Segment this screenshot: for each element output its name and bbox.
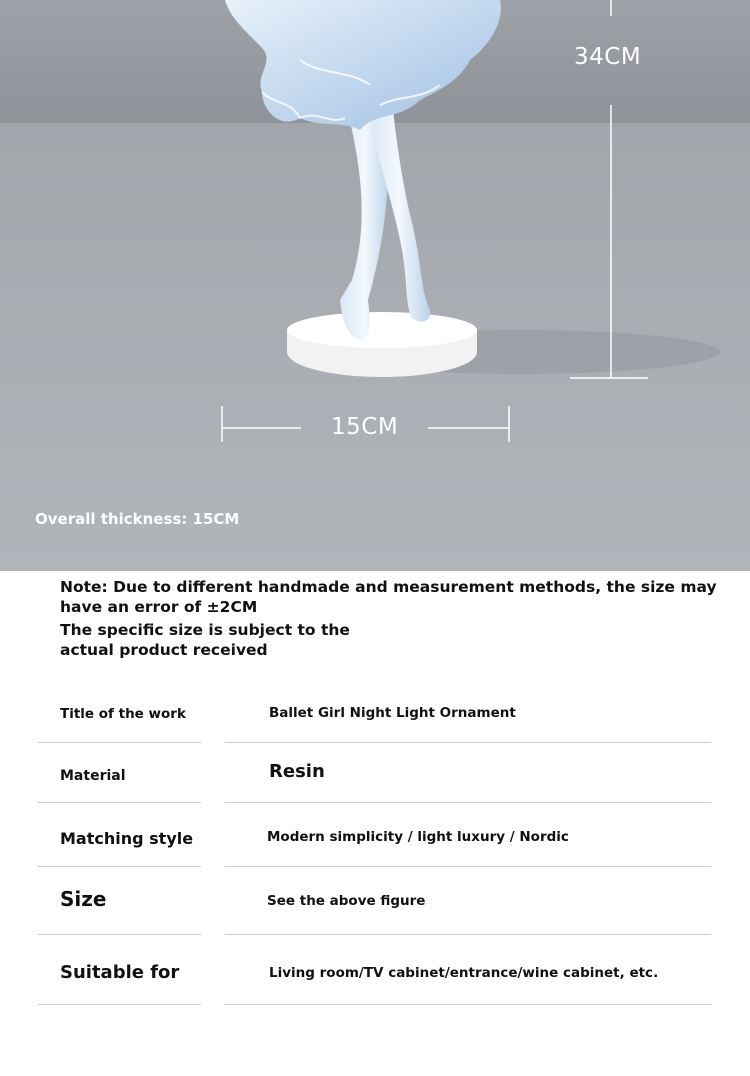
thickness-caption: Overall thickness: 15CM (35, 510, 240, 528)
base-top (287, 312, 477, 348)
size-note-actual: The specific size is subject to the actual product received (60, 621, 350, 659)
spec-divider (225, 802, 711, 803)
spec-divider (38, 1004, 201, 1005)
spec-divider (225, 742, 711, 743)
spec-label-title: Title of the work (60, 706, 186, 722)
spec-value-style: Modern simplicity / light luxury / Nordic (267, 829, 569, 845)
spec-label-material: Material (60, 768, 126, 784)
spec-divider (38, 866, 201, 867)
spec-value-material: Resin (269, 761, 325, 782)
spec-divider (38, 742, 201, 743)
skirt (225, 0, 501, 130)
size-note-tolerance: Note: Due to different handmade and measurement methods, the size may have an error of ±2CM (60, 578, 717, 616)
spec-value-suitable: Living room/TV cabinet/entrance/wine cabinet, etc. (269, 965, 659, 981)
spec-divider (38, 802, 201, 803)
spec-value-size: See the above figure (267, 893, 426, 909)
spec-divider (225, 866, 711, 867)
spec-divider (38, 934, 201, 935)
spec-label-suitable: Suitable for (60, 962, 180, 983)
spec-label-style: Matching style (60, 829, 194, 848)
height-dimension-label: 34CM (574, 44, 642, 70)
spec-divider (225, 1004, 711, 1005)
spec-label-size: Size (60, 887, 107, 911)
spec-divider (225, 934, 711, 935)
size-note (60, 577, 720, 660)
width-dimension-label: 15CM (331, 414, 399, 440)
spec-value-title: Ballet Girl Night Light Ornament (269, 705, 516, 721)
